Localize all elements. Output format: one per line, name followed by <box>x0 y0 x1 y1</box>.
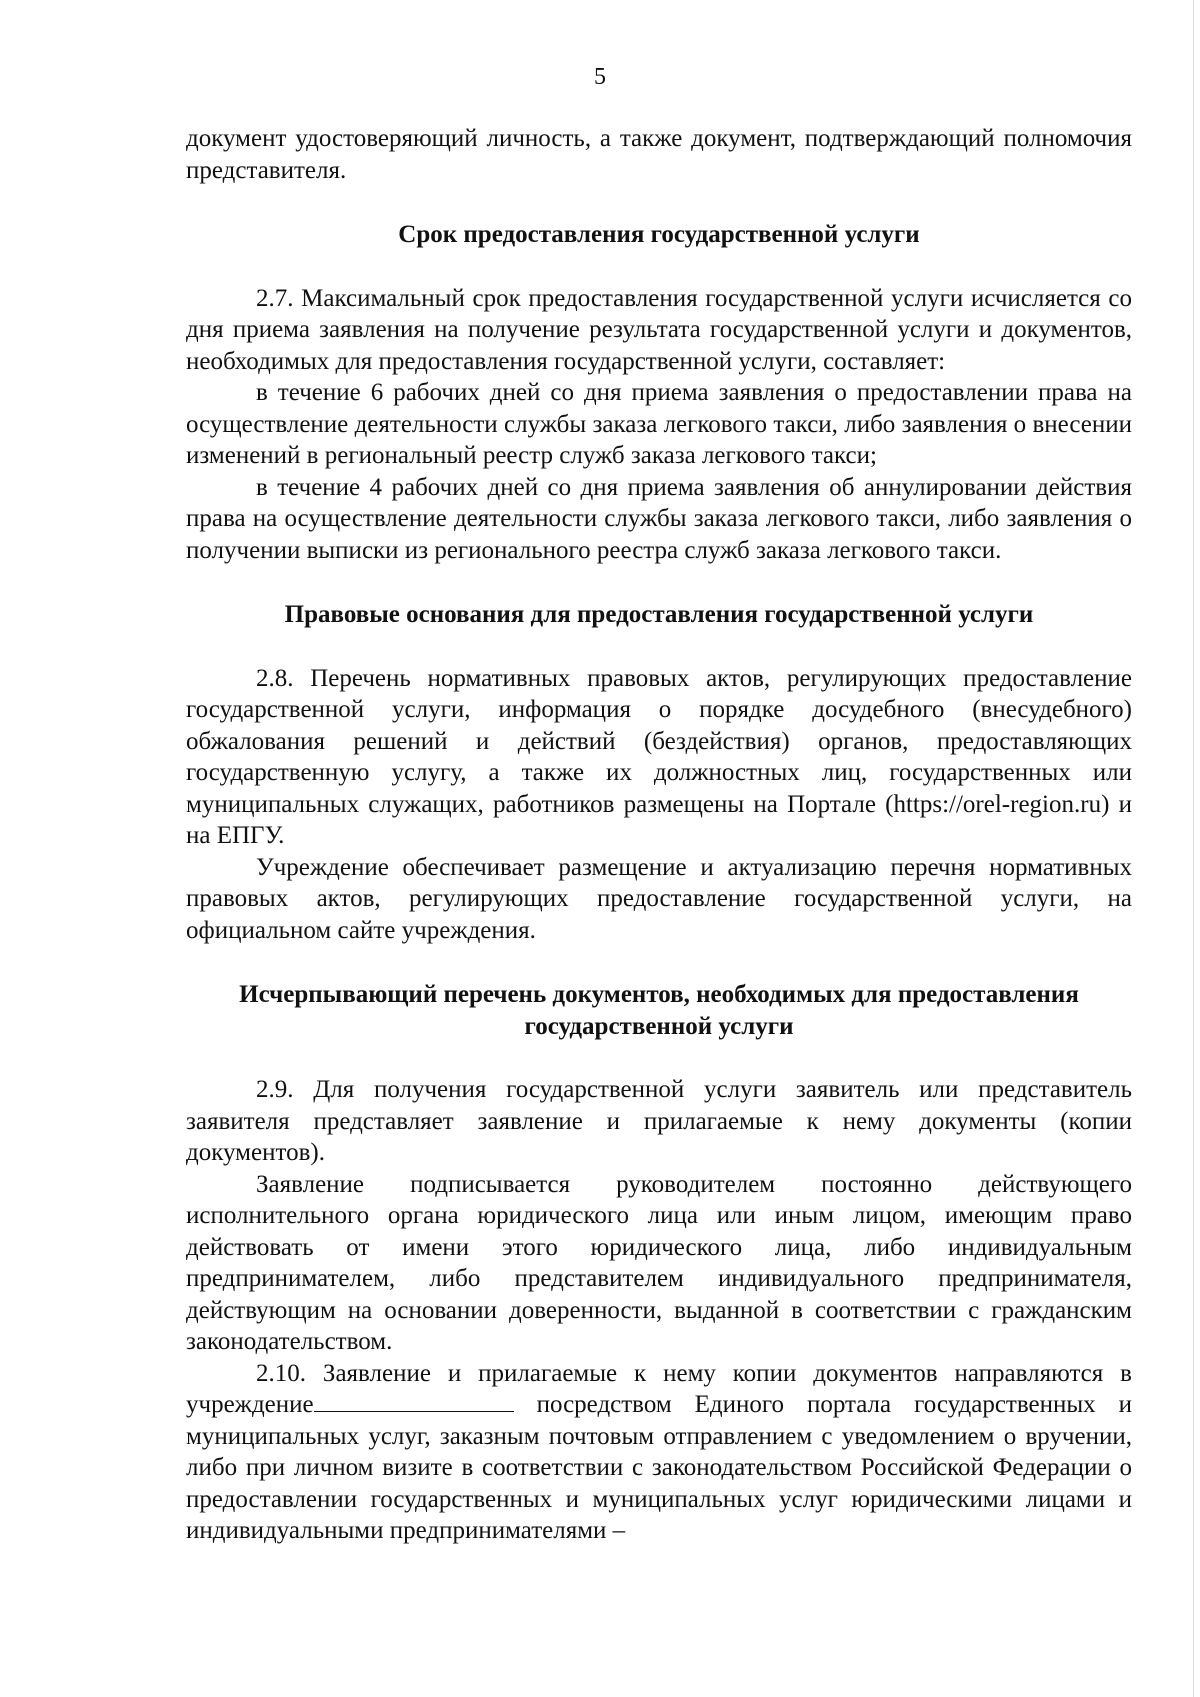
section-heading-documents <box>186 979 1132 1042</box>
spacer <box>186 251 1132 283</box>
spacer <box>186 186 1132 219</box>
heading-line-1: Исчерпывающий перечень документов, необходимых для предоставления <box>239 981 1079 1008</box>
document-body <box>186 123 1132 1547</box>
paragraph-2-10 <box>186 1358 1132 1547</box>
section-heading-term: Срок предоставления государственной услуги <box>398 221 920 248</box>
paragraph-continuation: документ удостоверяющий личность, а также документ, подтверждающий полномочия представителя. <box>186 125 1132 184</box>
blank-fill-line <box>314 1389 514 1412</box>
spacer <box>186 1042 1132 1074</box>
paragraph-2-8-a: Учреждение обеспечивает размещение и актуализацию перечня нормативных правовых актов, регулирующих предоставление государственной услуги, на официальном сайте учреждения. <box>186 853 1132 944</box>
paragraph-2-8: 2.8. Перечень нормативных правовых актов, регулирующих предоставление государственной услуги, информация о порядке досудебного (внесудебного) обжалования решений и действий (бездействия) органов, предоставляющих государственную услугу, а также их должностных лиц, государственных или муниципальных служащих, работников размещены на Портале (https://orel-region.ru) и на ЕПГУ. <box>186 664 1132 849</box>
paragraph-2-7-item-1: в течение 6 рабочих дней со дня приема заявления о предоставлении права на осуществление деятельности службы заказа легкового такси, либо заявления о внесении изменений в региональный реестр служб заказа легкового такси; <box>186 379 1132 469</box>
section-heading-legal: Правовые основания для предоставления государственной услуги <box>284 601 1034 628</box>
paragraph-2-10-start: 2.10. Заявление и прилагаемые к нему копии документов направляются в учреждение <box>186 1359 1132 1418</box>
paragraph-2-7: 2.7. Максимальный срок предоставления государственной услуги исчисляется со дня приема заявления на получение результата государственной услуги и документов, необходимых для предоставления государственной услуги, составляет: <box>186 284 1132 375</box>
paragraph-2-10-end: посредством Единого портала государственных и муниципальных услуг, заказным почтовым отправлением с уведомлением о вручении, либо при личном визите в соответствии с законодательством Российской Федерации о предоставлении государственных и муниципальных услуг юридическими лицами и индивидуальными предпринимателями – <box>186 1391 1132 1544</box>
scan-edge-line <box>1193 0 1194 1697</box>
heading-line-2: государственной услуги <box>524 1012 794 1040</box>
spacer <box>186 566 1132 599</box>
paragraph-2-7-item-2: в течение 4 рабочих дней со дня приема заявления об аннулировании действия права на осуществление деятельности службы заказа легкового такси, либо заявления о получении выписки из регионального реестра служб заказа легкового такси. <box>186 473 1132 564</box>
spacer <box>186 946 1132 979</box>
spacer <box>186 631 1132 663</box>
paragraph-2-9-a: Заявление подписывается руководителем постоянно действующего исполнительного органа юридического лица или иным лицом, имеющим право действовать от имени этого юридического лица, либо индивидуальным предпринимателем, либо представителем индивидуального предпринимателя, действующим на основании доверенности, выданной в соответствии с гражданским законодательством. <box>186 1170 1132 1355</box>
page-number: 5 <box>594 64 606 90</box>
paragraph-2-9: 2.9. Для получения государственной услуги заявитель или представитель заявителя представляет заявление и прилагаемые к нему документы (копии документов). <box>186 1076 1132 1166</box>
